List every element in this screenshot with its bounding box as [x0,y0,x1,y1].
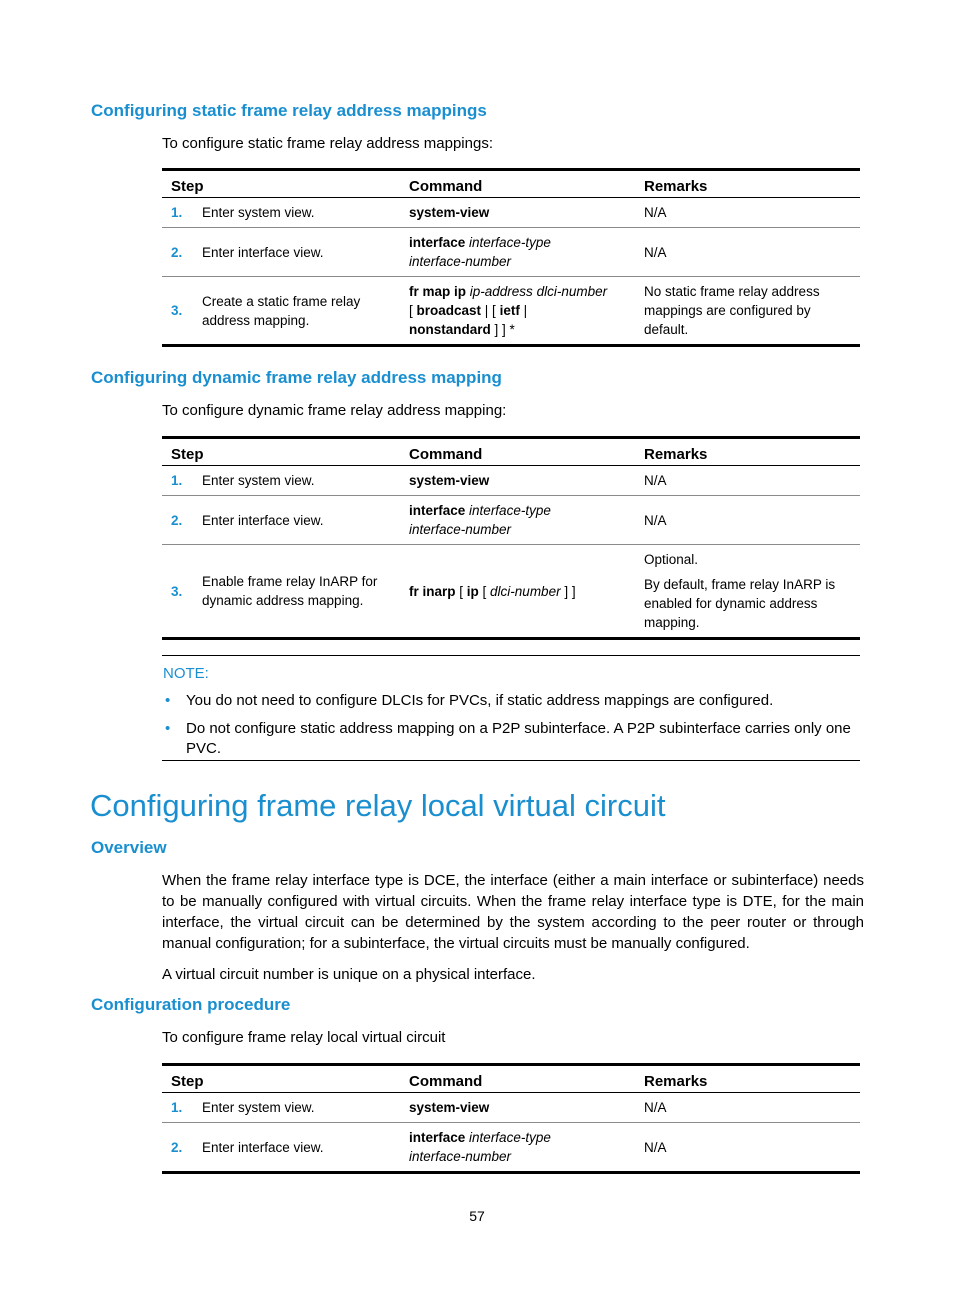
header-remarks: Remarks [635,170,860,198]
overview-paragraph: When the frame relay interface type is DCE, the interface (either a main interface or subinterface) needs to be manually configured with virtual circuits. When the frame relay interface type is DTE, for the main interface, the virtual circuit can be determined by the system according to the peer router or through manual configuration; for a subinterface, the virtual circuits must be manually configured. [162,872,864,952]
table-row [162,198,860,228]
step-command [400,1093,635,1123]
command-keyword: system-view [409,1100,490,1115]
step-description: Enter interface view. [193,496,400,545]
step-remarks: N/A [635,228,860,277]
command-argument: interface-number [409,254,512,269]
step-description: Enter interface view. [193,1123,400,1173]
command-keyword: broadcast [416,303,482,318]
command-syntax: [ [455,583,467,599]
command-argument: interface-type [469,1130,551,1145]
step-command [400,277,635,346]
step-command [400,228,635,277]
step-number: 1. [162,1093,193,1123]
step-description: Create a static frame relay address mapping. [193,277,400,346]
step-number: 1. [162,466,193,496]
table-row [162,277,860,346]
command-argument: interface-number [409,1149,512,1164]
command-keyword: interface [409,1130,466,1145]
table-row [162,1093,860,1123]
table-row [162,496,860,545]
step-number: 2. [162,228,193,277]
step-number: 3. [162,545,193,639]
header-command: Command [400,1065,635,1093]
step-description: Enter system view. [193,198,400,228]
command-argument: dlci-number [490,583,561,599]
chapter-title: Configuring frame relay local virtual circuit [90,788,666,823]
bullet-icon: • [165,692,171,709]
section-heading-overview: Overview [91,838,167,857]
header-step: Step [162,438,400,466]
step-description: Enable frame relay InARP for dynamic address mapping. [193,545,400,639]
bullet-icon: • [165,720,171,737]
step-remarks: No static frame relay address mappings are configured by default. [635,277,860,346]
table-row [162,228,860,277]
note-text: Do not configure static address mapping on a P2P subinterface. A P2P subinterface carries only one PVC. [186,720,851,757]
command-keyword: fr map ip [409,284,467,299]
step-command [400,198,635,228]
header-step: Step [162,170,400,198]
command-syntax: | [ [481,303,500,318]
command-argument: interface-type [469,503,551,518]
table-row [162,466,860,496]
table-header-row [162,1065,860,1093]
step-remarks: N/A [635,466,860,496]
procedure-intro: To configure frame relay local virtual circuit [162,1029,446,1046]
step-command [400,545,635,639]
remarks-optional: Optional. [644,552,699,567]
command-argument: interface-number [409,522,512,537]
command-keyword: interface [409,503,466,518]
dynamic-mapping-table [162,436,860,640]
command-keyword: system-view [409,205,490,220]
step-command [400,1123,635,1173]
command-syntax: [ [409,303,417,318]
step-number: 2. [162,1123,193,1173]
command-argument: interface-type [469,235,551,250]
step-remarks: N/A [635,496,860,545]
remarks-default: By default, frame relay InARP is enabled for dynamic address mapping. [644,577,836,630]
list-item [162,719,860,759]
page-number: 57 [469,1208,485,1224]
section-heading-static: Configuring static frame relay address mappings [91,101,487,120]
table-header-row [162,170,860,198]
dynamic-intro: To configure dynamic frame relay address mapping: [162,402,507,419]
static-mapping-table [162,168,860,347]
step-command [400,466,635,496]
command-keyword: interface [409,235,466,250]
step-number: 3. [162,277,193,346]
table-row [162,545,860,639]
static-intro: To configure static frame relay address mappings: [162,135,493,152]
step-number: 1. [162,198,193,228]
local-vc-table [162,1063,860,1174]
table-header-row [162,438,860,466]
command-keyword: system-view [409,473,490,488]
step-number: 2. [162,496,193,545]
note-title: NOTE: [163,665,209,682]
command-syntax: [ [478,583,491,599]
section-heading-procedure: Configuration procedure [91,995,291,1014]
step-description: Enter interface view. [193,228,400,277]
step-description: Enter system view. [193,466,400,496]
section-heading-dynamic: Configuring dynamic frame relay address mapping [91,368,502,387]
header-command: Command [400,438,635,466]
command-syntax: | [519,303,528,318]
list-item [162,691,860,711]
step-remarks: N/A [635,198,860,228]
command-keyword: nonstandard [409,322,491,337]
command-syntax: ] ] * [490,322,515,337]
step-remarks: N/A [635,1123,860,1173]
command-keyword: ietf [499,303,520,318]
header-remarks: Remarks [635,438,860,466]
header-command: Command [400,170,635,198]
table-row [162,1123,860,1173]
step-command [400,496,635,545]
header-remarks: Remarks [635,1065,860,1093]
overview-note: A virtual circuit number is unique on a physical interface. [162,966,536,983]
step-description: Enter system view. [193,1093,400,1123]
command-syntax: ] ] [560,583,576,599]
step-remarks [635,545,860,639]
step-remarks: N/A [635,1093,860,1123]
command-keyword: ip [466,583,479,599]
note-text: You do not need to configure DLCIs for PVCs, if static address mappings are configured. [186,692,774,709]
command-argument: ip-address dlci-number [469,284,608,299]
note-list [162,691,860,767]
header-step: Step [162,1065,400,1093]
note-box [162,655,860,761]
command-keyword: fr inarp [409,583,456,599]
